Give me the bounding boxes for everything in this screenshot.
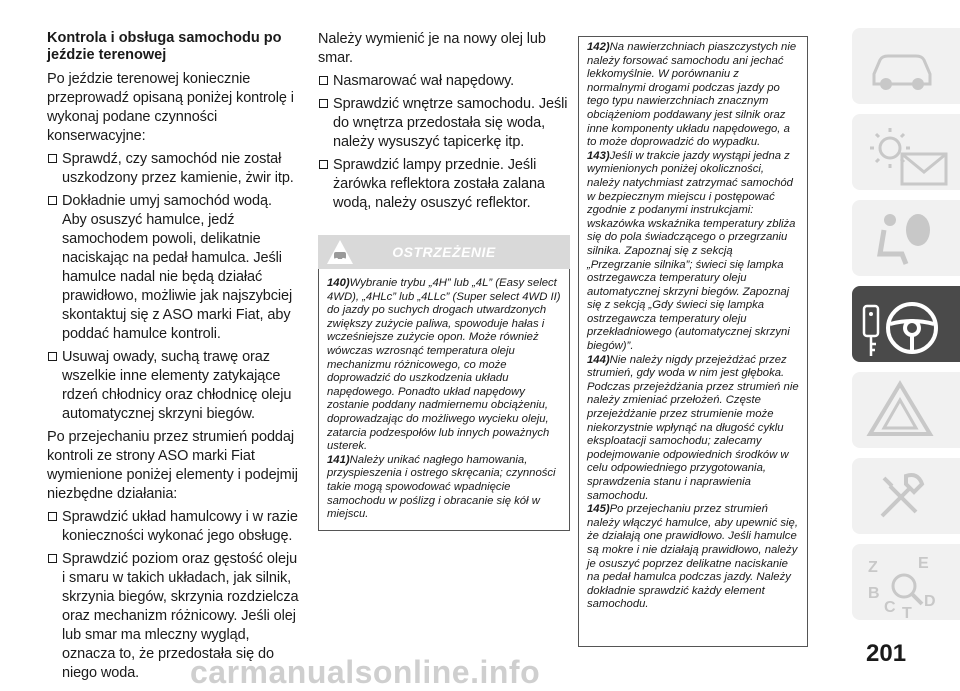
warning-box — [318, 269, 570, 531]
warning-note: 145)Po przejechaniu przez strumień należy włączyć hamulce, aby upewnić się, że działają one prawidłowo. Jeśli hamulce są mokre i nie działają prawidłowo, należy je osuszyć poprzez delikatne naciskanie na pedał hamulca podczas jazdy. Należy dokładnie sprawdzić każdy element samochodu. — [587, 503, 798, 611]
tab-alphabetical-index[interactable] — [852, 544, 960, 620]
tab-service[interactable] — [852, 458, 960, 534]
warning-title: OSTRZEŻENIE — [392, 244, 496, 260]
warning-note: 141)Należy unikać nagłego hamowania, przyspieszenia i ostrego skręcania; czynności takie mogą spowodować wpadnięcie samochodu w poślizg i obracanie się kół w miejscu. — [327, 453, 556, 521]
checkbox-bullet-icon — [48, 554, 57, 563]
car-icon — [862, 34, 942, 98]
checkbox-bullet-icon — [319, 99, 328, 108]
intro-text-2: Po przejechaniu przez strumień poddaj kontroli ze strony ASO marki Fiat wymienione poniżej elementy i podejmij niezbędne działania: — [47, 429, 298, 502]
watermark: carmanualsonline.info — [190, 654, 541, 690]
warning-note: 144)Nie należy nigdy przejeżdżać przez strumień, gdy woda w nim jest głęboka. Podczas przejeżdżania przez strumień nie należy zmieniać przełożeń. Częste przejeżdżanie przez strumienie może niekorzystnie wpłynąć na długość cyklu eksploatacji samochodu; zalecamy podejmowanie odpowiednich środków w celu odpowiedniego przygotowania, sprawdzenia stanu i naprawienia samochodu. — [587, 353, 799, 502]
svg-text:E: E — [918, 555, 929, 572]
warning-note: 143)Jeśli w trakcie jazdy wystąpi jedna z wymienionych poniżej okoliczności, należy natychmiast zatrzymać samochód w bezpiecznym miejscu i postępować zgodnie z podanymi instrukcjami: wskazówka wskaźnika temperatury zbliża się do pola świadczącego o przegrzaniu silnika. Zapoznaj się z sekcją „Przegrzanie silnika”; świeci się lampka ostrzegawcza temperatury oleju automatycznej skrzyni biegów. Zapoznaj się z sekcją „Gdy świeci się lampka ostrzegawcza temperatury oleju przekładniowego (automatycznej skrzyni biegów)”. — [587, 149, 796, 353]
warning-triangle-icon — [862, 378, 942, 442]
page-number: 201 — [866, 640, 907, 667]
checkbox-bullet-icon — [48, 352, 57, 361]
list-item: Sprawdzić lampy przednie. Jeśli żarówka reflektora została zalana wodą, należy osuszyć reflektor. — [318, 156, 570, 213]
list-item: Dokładnie umyj samochód wodą. Aby osuszyć hamulce, jedź samochodem powoli, delikatnie naciskając na pedał hamulca. Jeśli hamulce nadal nie będą działać prawidłowo, możliwie jak najszybciej skontaktuj się z ASO marki Fiat, aby poddać hamulce kontroli. — [47, 192, 299, 344]
section-heading: Kontrola i obsługa samochodu po jeździe terenowej — [47, 30, 282, 63]
list-item: Nasmarować wał napędowy. — [318, 72, 570, 91]
checkbox-bullet-icon — [48, 196, 57, 205]
list-item: Sprawdzić poziom oraz gęstość oleju i smaru w takich układach, jak silnik, skrzynia biegów, skrzynia rozdzielcza oraz mechanizm różnicowy. Jeśli olej lub smar ma mleczny wygląd, oznacza to, że przedostała się do niego woda. — [47, 550, 299, 683]
checkbox-bullet-icon — [319, 160, 328, 169]
list-item: Sprawdź, czy samochód nie został uszkodzony przez kamienie, żwir itp. — [47, 150, 299, 188]
seat-airbag-icon — [862, 206, 942, 270]
list-item: Sprawdzić wnętrze samochodu. Jeśli do wnętrza przedostała się woda, należy wysuszyć tapicerkę itp. — [318, 95, 570, 152]
checkbox-bullet-icon — [48, 512, 57, 521]
svg-text:D: D — [924, 593, 936, 610]
svg-text:C: C — [884, 599, 896, 616]
chapter-tabs — [852, 28, 960, 640]
tab-vehicle[interactable] — [852, 28, 960, 104]
checkbox-bullet-icon — [48, 154, 57, 163]
svg-text:B: B — [868, 585, 880, 602]
intro-text: Po jeździe terenowej koniecznie przeprowadź opisaną poniżej kontrolę i wykonaj podane czynności konserwacyjne: — [47, 71, 294, 144]
checkbox-bullet-icon — [319, 76, 328, 85]
alphabet-index-icon — [862, 550, 952, 622]
tab-starting-driving[interactable] — [852, 286, 960, 362]
column-2 — [318, 30, 570, 531]
instruments-light-icon — [862, 120, 952, 190]
continued-text: Należy wymienić je na nowy olej lub smar. — [318, 31, 546, 66]
column-1 — [47, 30, 299, 687]
svg-text:Z: Z — [868, 559, 878, 576]
list-item: Usuwaj owady, suchą trawę oraz wszelkie inne elementy zatykające rdzeń chłodnicy oraz chłodnicę oleju automatycznej skrzyni biegów. — [47, 348, 299, 424]
svg-text:T: T — [902, 605, 912, 622]
warning-note: 140)Wybranie trybu „4H” lub „4L” (Easy select 4WD), „4HLc” lub „4LLc” (Super select 4WD II) do jazdy po suchych drogach utwardzonych zwiększy zużycie paliwa, spowoduje hałas i wcześniejsze zużycie opon. Może również wówczas wzrosnąć temperatura oleju mechanizmu różnicowego, co może doprowadzić do uszkodzenia układu napędowego. Ponadto układ napędowy zostanie poddany nadmiernemu obciążeniu, doprowadzając do możliwego wycieku oleju, zatarcia podzespołów lub innych poważnych usterek. — [327, 277, 561, 453]
tab-in-emergency[interactable] — [852, 372, 960, 448]
list-item: Sprawdzić układ hamulcowy i w razie konieczności wykonać jego obsługę. — [47, 508, 299, 546]
warning-note: 142)Na nawierzchniach piaszczystych nie należy forsować samochodu ani jechać lekkomyślnie. W porównaniu z normalnymi drogami podczas jazdy po tego typu nawierzchniach znacznym obciążeniom poddawany jest silnik oraz inne komponenty układu napędowego, a to może doprowadzić do wypadku. — [587, 41, 797, 149]
tab-instruments[interactable] — [852, 114, 960, 190]
service-tools-icon — [862, 464, 942, 528]
key-steering-wheel-icon — [862, 292, 952, 362]
column-3 — [578, 36, 808, 647]
warning-continued-box — [578, 36, 808, 647]
warning-header — [318, 235, 570, 269]
tab-safety[interactable] — [852, 200, 960, 276]
